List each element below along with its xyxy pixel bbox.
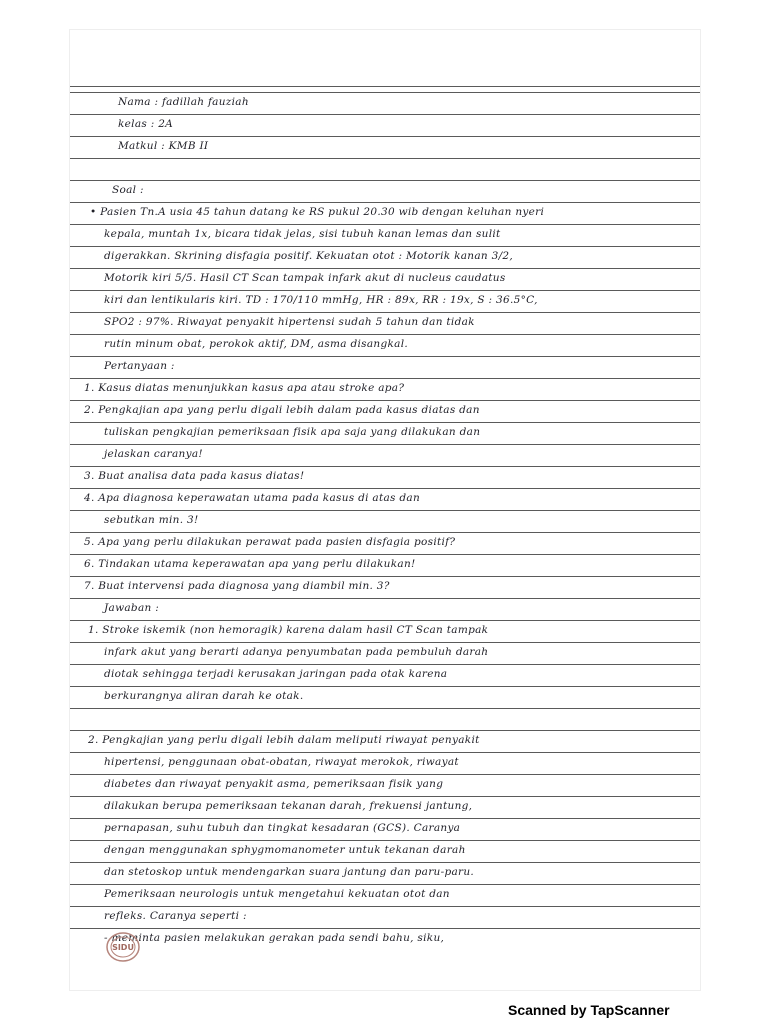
rule-line: [70, 730, 700, 731]
rule-line: [70, 202, 700, 203]
case-line: • Pasien Tn.A usia 45 tahun datang ke RS pukul 20.30 wib dengan keluhan nyeri: [90, 206, 545, 218]
rule-line: [70, 774, 700, 775]
answer-line: 2. Pengkajian yang perlu digali lebih dalam meliputi riwayat penyakit: [88, 734, 480, 746]
answer-line: - meminta pasien melakukan gerakan pada sendi bahu, siku,: [104, 932, 445, 944]
rule-line: [70, 290, 700, 291]
soal-label: Soal :: [112, 184, 144, 196]
rule-line: [70, 488, 700, 489]
answer-line: hipertensi, penggunaan obat-obatan, riwayat merokok, riwayat: [104, 756, 459, 768]
rule-line: [70, 224, 700, 225]
question-line: 3. Buat analisa data pada kasus diatas!: [84, 470, 305, 482]
case-line: kiri dan lentikularis kiri. TD : 170/110 mmHg, HR : 89x, RR : 19x, S : 36.5°C,: [104, 294, 538, 306]
rule-line: [70, 312, 700, 313]
rule-line: [70, 752, 700, 753]
rule-line: [70, 532, 700, 533]
case-line: kepala, muntah 1x, bicara tidak jelas, sisi tubuh kanan lemas dan sulit: [104, 228, 501, 240]
rule-line: [70, 928, 700, 929]
rule-line: [70, 818, 700, 819]
case-line: rutin minum obat, perokok aktif, DM, asma disangkal.: [104, 338, 409, 350]
question-line: 1. Kasus diatas menunjukkan kasus apa atau stroke apa?: [84, 382, 405, 394]
answer-line: diabetes dan riwayat penyakit asma, pemeriksaan fisik yang: [104, 778, 444, 790]
rule-line: [70, 466, 700, 467]
answer-line: diotak sehingga terjadi kerusakan jaringan pada otak karena: [104, 668, 448, 680]
rule-line: [70, 598, 700, 599]
case-line: digerakkan. Skrining disfagia positif. Kekuatan otot : Motorik kanan 3/2,: [104, 250, 514, 262]
rule-line: [70, 86, 700, 87]
question-line: 7. Buat intervensi pada diagnosa yang diambil min. 3?: [84, 580, 390, 592]
question-line: tuliskan pengkajian pemeriksaan fisik apa saja yang dilakukan dan: [104, 426, 481, 438]
student-class: kelas : 2A: [118, 118, 174, 130]
question-line: 6. Tindakan utama keperawatan apa yang perlu dilakukan!: [84, 558, 416, 570]
course-name: Matkul : KMB II: [118, 140, 209, 152]
rule-line: [70, 158, 700, 159]
answer-line: berkurangnya aliran darah ke otak.: [104, 690, 304, 702]
rule-line: [70, 92, 700, 93]
rule-line: [70, 180, 700, 181]
rule-line: [70, 422, 700, 423]
rule-line: [70, 840, 700, 841]
rule-line: [70, 686, 700, 687]
answer-line: dan stetoskop untuk mendengarkan suara jantung dan paru-paru.: [104, 866, 475, 878]
answer-line: dilakukan berupa pemeriksaan tekanan darah, frekuensi jantung,: [104, 800, 473, 812]
rule-line: [70, 378, 700, 379]
rule-line: [70, 510, 700, 511]
sidu-stamp-logo: [106, 930, 140, 964]
scanner-watermark: Scanned by TapScanner: [508, 1002, 670, 1018]
answer-line: infark akut yang berarti adanya penyumbatan pada pembuluh darah: [104, 646, 489, 658]
rule-line: [70, 334, 700, 335]
answer-line: Pemeriksaan neurologis untuk mengetahui kekuatan otot dan: [104, 888, 450, 900]
rule-line: [70, 400, 700, 401]
answer-line: refleks. Caranya seperti :: [104, 910, 247, 922]
student-name: Nama : fadillah fauziah: [118, 96, 249, 108]
rule-line: [70, 642, 700, 643]
case-line: Motorik kiri 5/5. Hasil CT Scan tampak infark akut di nucleus caudatus: [104, 272, 506, 284]
stamp-text: SIDU: [112, 943, 134, 952]
answer-line: 1. Stroke iskemik (non hemoragik) karena dalam hasil CT Scan tampak: [88, 624, 489, 636]
answer-line: pernapasan, suhu tubuh dan tingkat kesadaran (GCS). Caranya: [104, 822, 461, 834]
question-line: 2. Pengkajian apa yang perlu digali lebih dalam pada kasus diatas dan: [84, 404, 480, 416]
rule-line: [70, 114, 700, 115]
case-line: SPO2 : 97%. Riwayat penyakit hipertensi sudah 5 tahun dan tidak: [104, 316, 475, 328]
question-line: 5. Apa yang perlu dilakukan perawat pada pasien disfagia positif?: [84, 536, 456, 548]
rule-line: [70, 356, 700, 357]
notebook-page: [70, 30, 700, 990]
rule-line: [70, 862, 700, 863]
answer-line: dengan menggunakan sphygmomanometer untuk tekanan darah: [104, 844, 466, 856]
rule-line: [70, 884, 700, 885]
question-line: sebutkan min. 3!: [104, 514, 199, 526]
rule-line: [70, 620, 700, 621]
jawaban-label: Jawaban :: [104, 602, 160, 614]
rule-line: [70, 708, 700, 709]
question-line: 4. Apa diagnosa keperawatan utama pada kasus di atas dan: [84, 492, 421, 504]
question-line: jelaskan caranya!: [104, 448, 203, 460]
rule-line: [70, 246, 700, 247]
rule-line: [70, 576, 700, 577]
rule-line: [70, 444, 700, 445]
pertanyaan-label: Pertanyaan :: [104, 360, 175, 372]
rule-line: [70, 796, 700, 797]
rule-line: [70, 906, 700, 907]
rule-line: [70, 136, 700, 137]
rule-line: [70, 268, 700, 269]
rule-line: [70, 554, 700, 555]
rule-line: [70, 664, 700, 665]
